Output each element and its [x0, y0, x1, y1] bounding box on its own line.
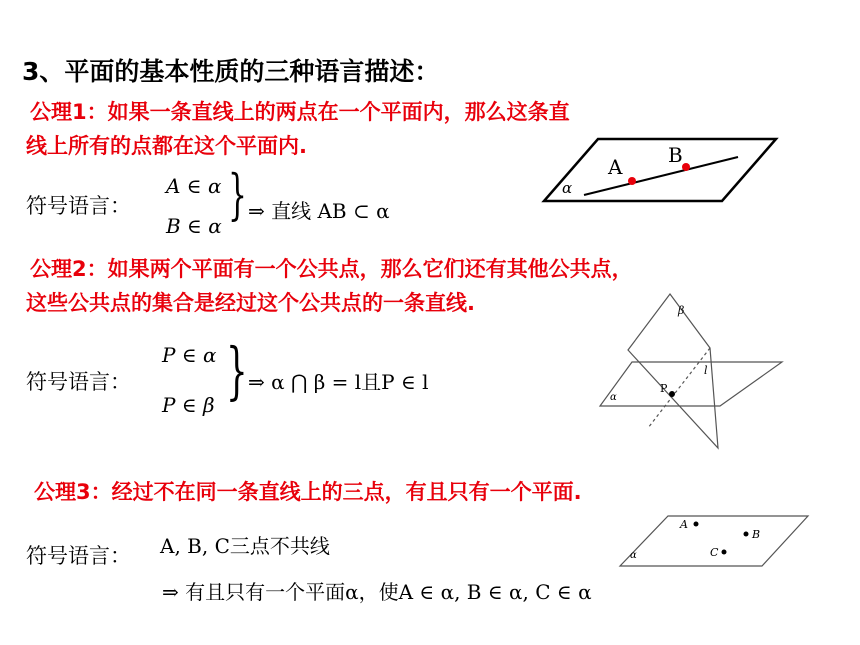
plane-alpha-outline	[544, 139, 776, 201]
axiom3-symbol-label: 符号语言：	[26, 544, 131, 568]
axiom1-cond2: B ∈ α	[166, 214, 222, 238]
point-b-dot	[682, 163, 690, 171]
point-a-dot	[628, 177, 636, 185]
plane-alpha-label: α	[610, 392, 617, 403]
axiom2-brace: }	[226, 334, 248, 407]
axiom3-text: 公理3：经过不在同一条直线上的三点，有且只有一个平面.	[34, 480, 582, 504]
point-c-label: C	[710, 546, 719, 559]
plane-alpha-label: α	[630, 550, 637, 561]
plane-alpha-outline	[600, 362, 782, 406]
line-l-label: l	[704, 364, 708, 377]
axiom2-symbol-label: 符号语言：	[26, 370, 131, 394]
point-a-label: A	[680, 518, 688, 531]
axiom2-figure	[596, 288, 786, 450]
axiom1-figure	[540, 135, 780, 207]
axiom3-line2: ⇒ 有且只有一个平面α，使A ∈ α, B ∈ α, C ∈ α	[162, 580, 592, 604]
axiom1-text-line2: 线上所有的点都在这个平面内.	[26, 134, 307, 158]
point-p-label: P	[660, 382, 668, 395]
axiom2-text-line1: 公理2：如果两个平面有一个公共点，那么它们还有其他公共点，	[30, 257, 633, 281]
axiom2-text-line2: 这些公共点的集合是经过这个公共点的一条直线.	[26, 291, 475, 315]
axiom2-conclusion: ⇒ α ⋂ β = l且P ∈ l	[248, 370, 429, 394]
axiom2-cond1: P ∈ α	[162, 343, 217, 367]
point-a-dot	[694, 522, 699, 527]
point-p-dot	[669, 391, 675, 397]
point-c-dot	[722, 550, 727, 555]
axiom1-conclusion: ⇒ 直线 AB ⊂ α	[248, 199, 390, 223]
intersection-line	[648, 348, 710, 428]
point-b-dot	[744, 532, 749, 537]
point-b-label: B	[752, 528, 761, 541]
page-title: 3、平面的基本性质的三种语言描述：	[22, 57, 440, 86]
plane-alpha-label: α	[562, 179, 573, 197]
axiom1-brace: }	[228, 163, 247, 226]
axiom3-line1: A, B, C三点不共线	[160, 534, 330, 558]
point-b-label: B	[668, 143, 683, 167]
axiom1-symbol-label: 符号语言：	[26, 194, 131, 218]
axiom3-figure	[616, 510, 812, 572]
axiom2-cond2: P ∈ β	[162, 393, 215, 417]
axiom1-text-line1: 公理1：如果一条直线上的两点在一个平面内，那么这条直	[30, 100, 570, 124]
axiom1-cond1: A ∈ α	[166, 174, 222, 198]
plane-beta-label: β	[678, 304, 685, 317]
point-a-label: A	[608, 155, 623, 179]
